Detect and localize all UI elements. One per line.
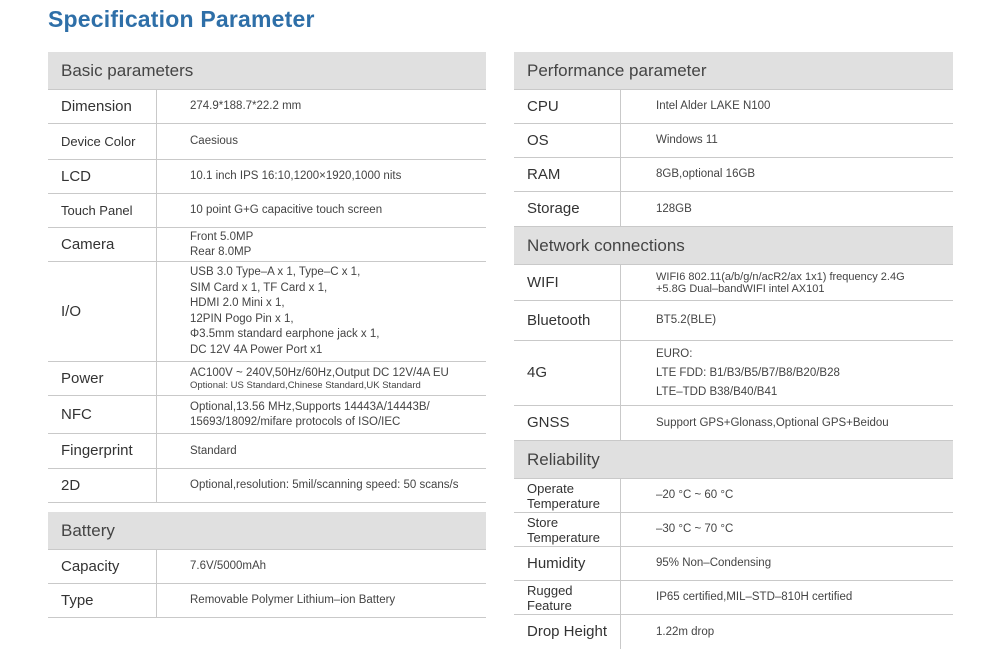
spec-value: Optional,resolution: 5mil/scanning speed: 50 scans/s (190, 479, 459, 491)
spec-row-4g (514, 341, 953, 406)
spec-row-bluetooth (514, 301, 953, 341)
spec-row-gnss (514, 406, 953, 441)
spec-label: OS (514, 124, 621, 157)
spec-label: Operate Temperature (514, 479, 621, 512)
spec-row-fingerprint (48, 434, 486, 469)
spec-label: Type (48, 584, 157, 617)
spec-label: 4G (514, 341, 621, 405)
spec-value: EURO: LTE FDD: B1/B3/B5/B7/B8/B20/B28 LTE–TDD B38/B40/B41 (656, 347, 840, 398)
spec-label: 2D (48, 469, 157, 502)
spec-row-rugged-feature (514, 581, 953, 615)
spec-row-battery-type (48, 584, 486, 618)
spec-label: NFC (48, 396, 157, 433)
spec-label: Drop Height (514, 615, 621, 649)
spec-value: Removable Polymer Lithium–ion Battery (190, 594, 396, 606)
spec-value: Caesious (190, 135, 238, 147)
spec-value: 1.22m drop (656, 625, 715, 638)
spec-row-storage (514, 192, 953, 227)
spec-row-touch-panel (48, 194, 486, 228)
right-column (514, 52, 953, 649)
spec-label: RAM (514, 158, 621, 191)
spec-value: Optional,13.56 MHz,Supports 14443A/14443B/ 15693/18092/mifare protocols of ISO/IEC (190, 400, 430, 428)
spec-row-os (514, 124, 953, 158)
spec-label: Power (48, 362, 157, 395)
spec-row-store-temperature (514, 513, 953, 547)
spec-label: WIFI (514, 265, 621, 300)
spec-value: 274.9*188.7*22.2 mm (190, 100, 302, 112)
spec-value: 7.6V/5000mAh (190, 560, 267, 572)
spec-value: Windows 11 (656, 134, 718, 146)
spec-row-io (48, 262, 486, 362)
spec-value: USB 3.0 Type–A x 1, Type–C x 1, SIM Card x 1, TF Card x 1, HDMI 2.0 Mini x 1, 12PIN Pogo Pin x 1, Φ3.5mm standard earphone jack x 1, DC 12V 4A Power Port x1 (190, 266, 380, 356)
performance-parameter-header: Performance parameter (514, 52, 953, 90)
spec-row-humidity (514, 547, 953, 581)
spec-value: BT5.2(BLE) (656, 314, 717, 326)
spec-value: Standard (190, 444, 237, 457)
spec-row-2d (48, 469, 486, 503)
spec-value: 8GB,optional 16GB (656, 168, 756, 180)
spec-value: WIFI6 802.11(a/b/g/n/acR2/ax 1x1) frequency 2.4G +5.8G Dual–bandWIFI intel AX101 (656, 270, 905, 295)
left-column (48, 52, 486, 618)
network-connections-header: Network connections (514, 227, 953, 265)
spec-label: Capacity (48, 550, 157, 583)
spec-row-device-color (48, 124, 486, 160)
spec-label: Store Temperature (514, 513, 621, 546)
spec-label: Bluetooth (514, 301, 621, 340)
spec-value: 10.1 inch IPS 16:10,1200×1920,1000 nits (190, 170, 402, 182)
spec-row-dimension (48, 90, 486, 124)
reliability-header: Reliability (514, 441, 953, 479)
spec-value: 128GB (656, 202, 692, 215)
spec-label: Humidity (514, 547, 621, 580)
spec-value: –30 °C ~ 70 °C (656, 523, 734, 535)
spec-label: Device Color (48, 124, 157, 159)
spec-row-lcd (48, 160, 486, 194)
spec-label: Fingerprint (48, 434, 157, 468)
spec-row-operate-temperature (514, 479, 953, 513)
spec-label: CPU (514, 90, 621, 123)
spec-label: Dimension (48, 90, 157, 123)
spec-value: Front 5.0MP Rear 8.0MP (190, 230, 254, 258)
spec-row-drop-height (514, 615, 953, 649)
spec-label: Rugged Feature (514, 581, 621, 614)
spec-value: Intel Alder LAKE N100 (656, 100, 771, 112)
spec-row-camera (48, 228, 486, 262)
spec-label: Storage (514, 192, 621, 226)
spec-label: Camera (48, 228, 157, 261)
spec-label: LCD (48, 160, 157, 193)
spec-value: –20 °C ~ 60 °C (656, 489, 734, 501)
battery-header: Battery (48, 512, 486, 550)
spec-row-power (48, 362, 486, 396)
spec-row-ram (514, 158, 953, 192)
spec-value: AC100V ~ 240V,50Hz/60Hz,Output DC 12V/4A EU Optional: US Standard,Chinese Standard,UK Standard (190, 366, 449, 391)
spec-row-cpu (514, 90, 953, 124)
spec-label: GNSS (514, 406, 621, 440)
spec-value: Support GPS+Glonass,Optional GPS+Beidou (656, 416, 889, 429)
spec-label: I/O (48, 262, 157, 361)
page-title: Specification Parameter (48, 6, 315, 32)
spec-row-wifi (514, 265, 953, 301)
spec-value: 10 point G+G capacitive touch screen (190, 204, 383, 216)
spec-row-nfc (48, 396, 486, 434)
basic-parameters-header: Basic parameters (48, 52, 486, 90)
spec-value: IP65 certified,MIL–STD–810H certified (656, 591, 853, 603)
spec-row-capacity (48, 550, 486, 584)
spec-value: 95% Non–Condensing (656, 557, 772, 569)
spec-label: Touch Panel (48, 194, 157, 227)
